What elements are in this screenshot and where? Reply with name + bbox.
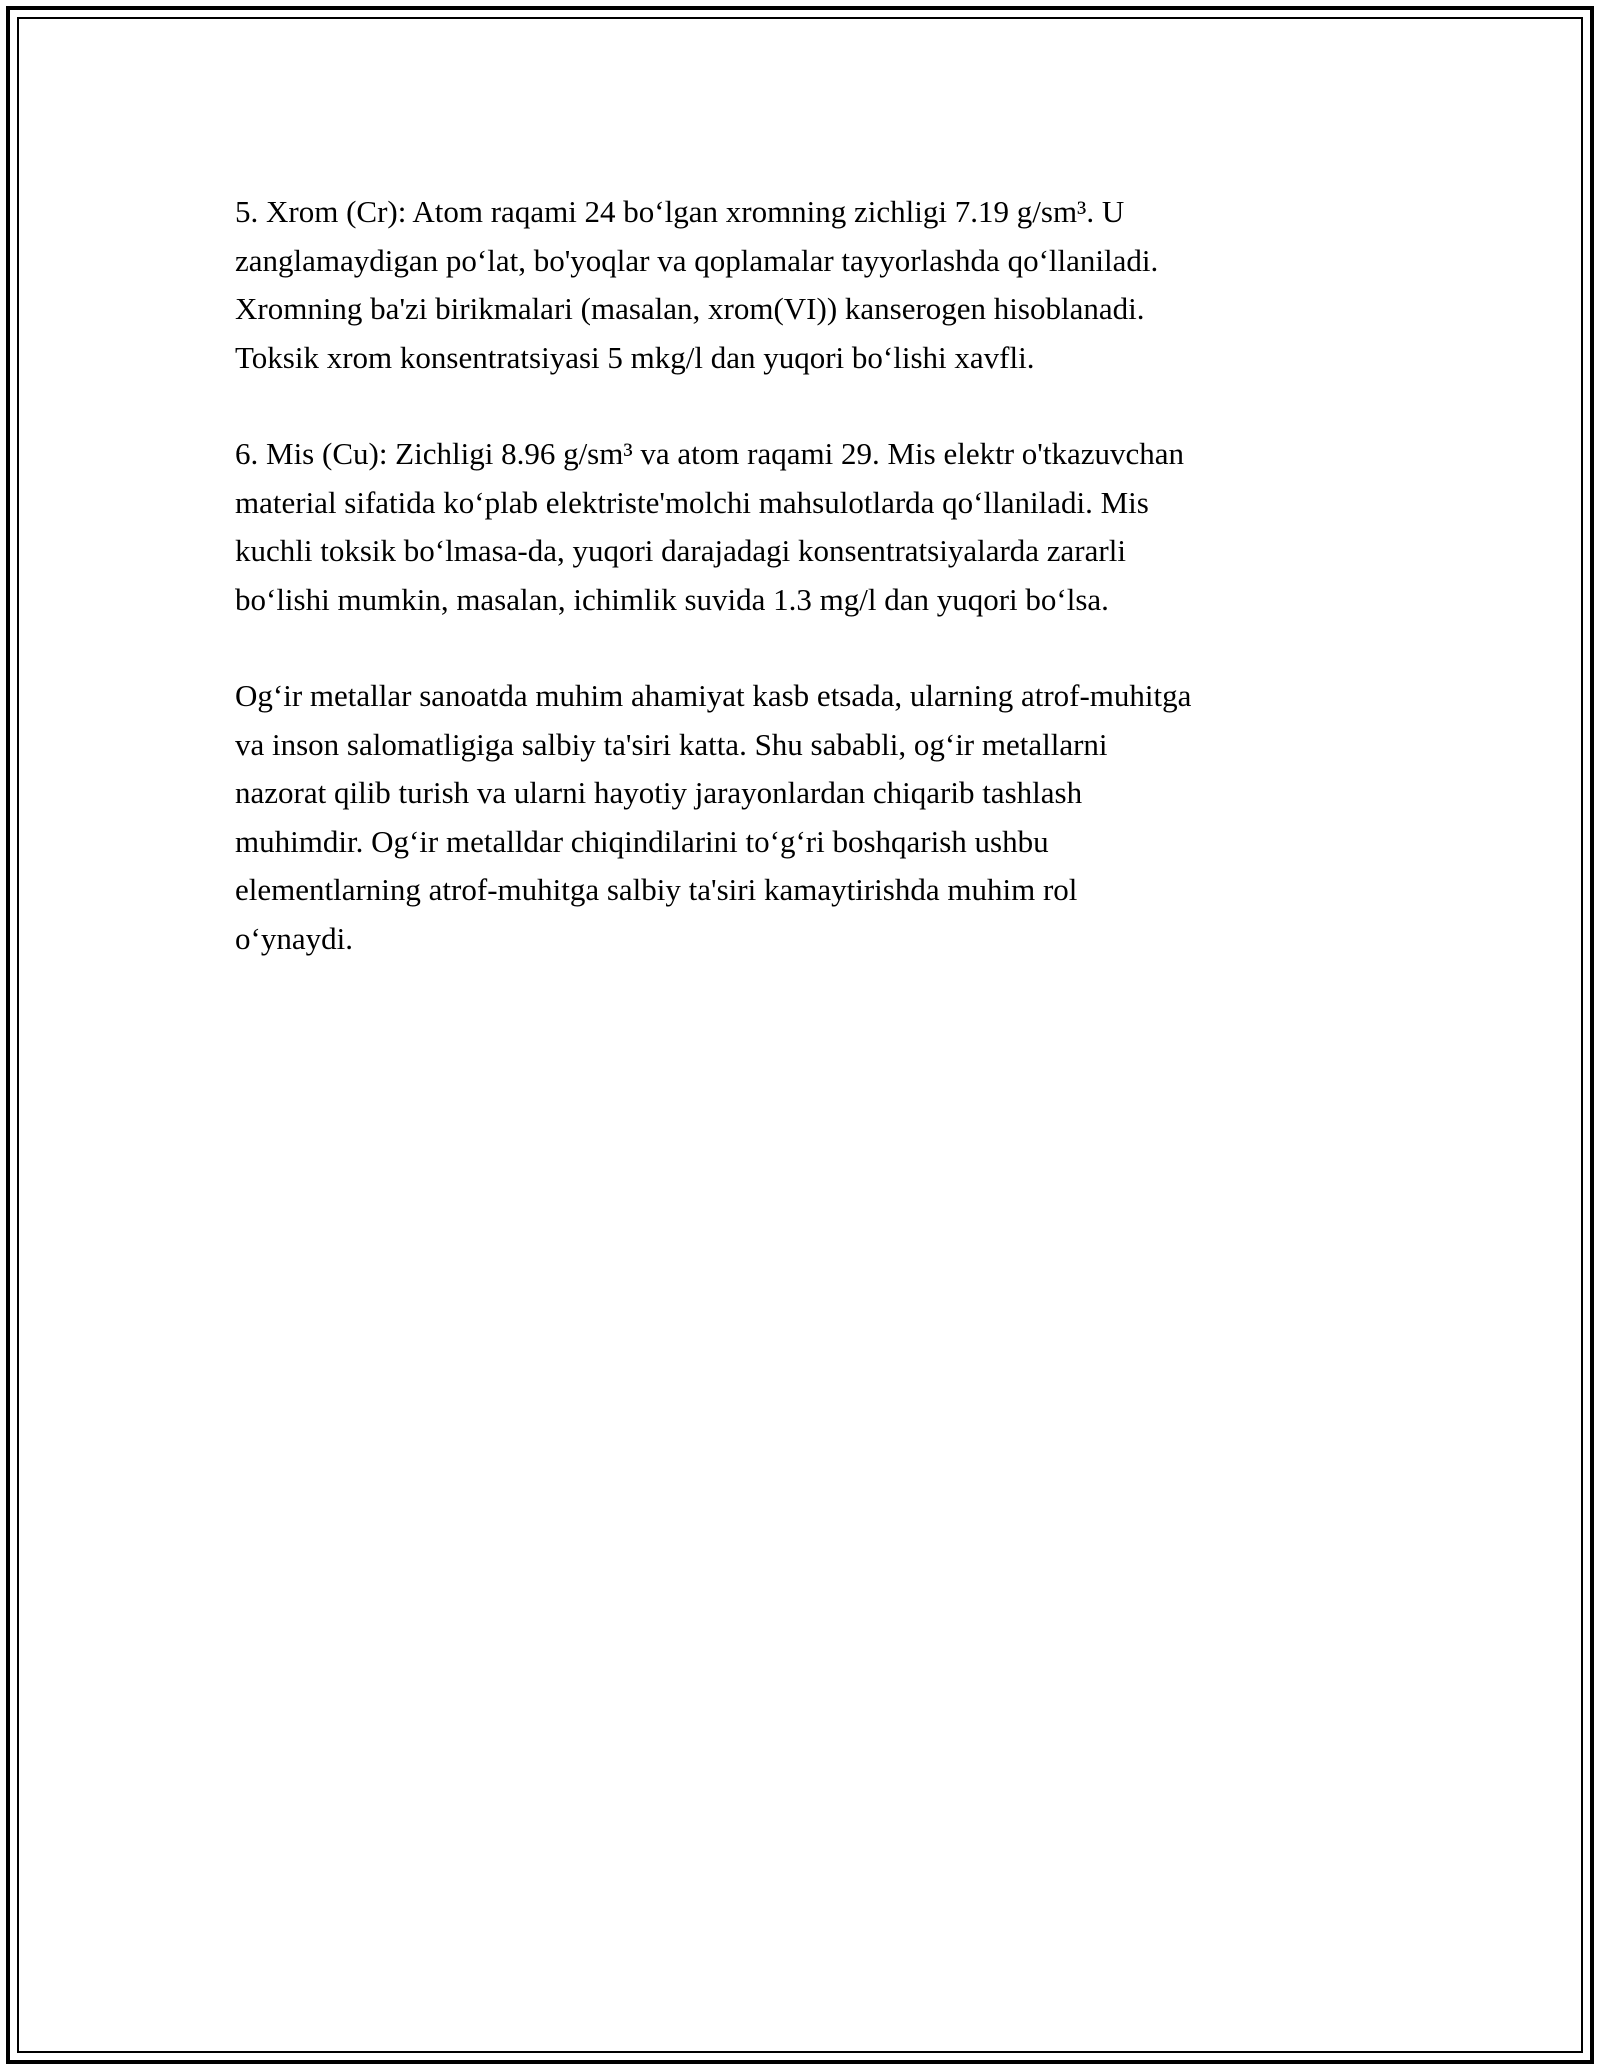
document-body xyxy=(235,188,1385,1011)
text-line: Og‘ir metallar sanoatda muhim ahamiyat kasb etsada, ularning atrof-muhitga xyxy=(235,678,1192,713)
text-line: zanglamaydigan po‘lat, bo'yoqlar va qoplamalar tayyorlashda qo‘llaniladi. xyxy=(235,242,1159,278)
text-line: 5. Xrom (Cr): Atom raqami 24 bo‘lgan xromning zichligi 7.19 g/sm³. U xyxy=(235,194,1125,229)
text-line: Toksik xrom konsentratsiyasi 5 mkg/l dan yuqori bo‘lishi xavfli. xyxy=(235,339,1035,375)
text-line: muhimdir. Og‘ir metalldar chiqindilarini to‘g‘ri boshqarish ushbu xyxy=(235,823,1049,859)
text-line: kuchli toksik bo‘lmasa-da, yuqori darajadagi konsentratsiyalarda zararli xyxy=(235,533,1126,568)
paragraph-copper xyxy=(235,430,1385,624)
text-line: va inson salomatligiga salbiy ta'siri katta. Shu sababli, og‘ir metallarni xyxy=(235,726,1108,762)
paragraph-chromium xyxy=(235,188,1385,382)
text-line: material sifatida ko‘plab elektriste'molchi mahsulotlarda qo‘llaniladi. Mis xyxy=(235,484,1149,520)
paragraph-conclusion xyxy=(235,672,1385,963)
text-line: 6. Mis (Cu): Zichligi 8.96 g/sm³ va atom raqami 29. Mis elektr o'tkazuvchan xyxy=(235,436,1185,471)
text-line: bo‘lishi mumkin, masalan, ichimlik suvida 1.3 mg/l dan yuqori bo‘lsa. xyxy=(235,581,1109,617)
text-line: Xromning ba'zi birikmalari (masalan, xrom(VI)) kanserogen hisoblanadi. xyxy=(235,291,1145,326)
text-line: o‘ynaydi. xyxy=(235,920,353,956)
text-line: elementlarning atrof-muhitga salbiy ta'siri kamaytirishda muhim rol xyxy=(235,872,1078,907)
text-line: nazorat qilib turish va ularni hayotiy jarayonlardan chiqarib tashlash xyxy=(235,775,1083,810)
